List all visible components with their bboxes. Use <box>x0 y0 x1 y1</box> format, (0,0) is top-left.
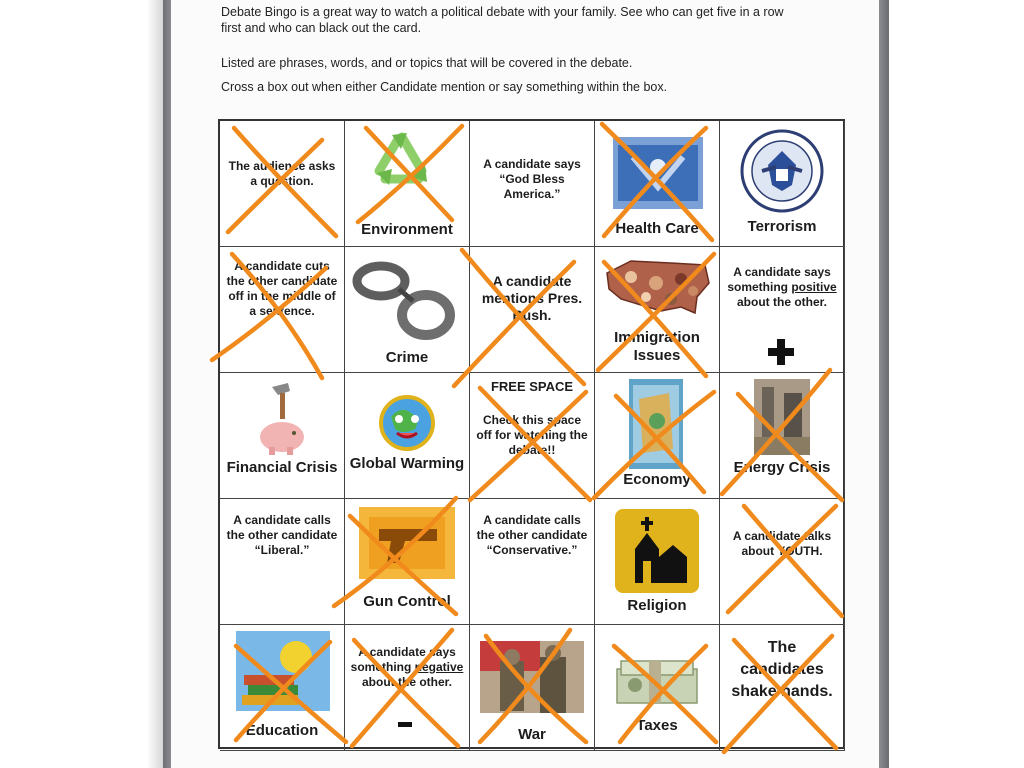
cell-r3c1[interactable] <box>220 373 345 499</box>
gun-control-image <box>359 507 455 579</box>
cell-r2c4[interactable] <box>595 247 720 373</box>
cell-r3c2[interactable] <box>345 373 470 499</box>
cell-label: Environment <box>361 221 453 238</box>
cell-text-part: A candidate says something <box>727 265 831 294</box>
cell-r2c5[interactable] <box>720 247 845 373</box>
cell-label: Health Care <box>615 220 699 237</box>
cell-r5c4[interactable] <box>595 625 720 751</box>
cell-label: Economy <box>623 471 691 488</box>
cell-label: Global Warming <box>349 455 465 472</box>
intro-line-3: Cross a box out when either Candidate mention or say something within the box. <box>221 80 668 94</box>
bingo-card <box>218 119 845 749</box>
emphasis-word: negative <box>414 660 464 674</box>
left-frame-edge <box>163 0 171 768</box>
cell-r3c5[interactable] <box>720 373 845 499</box>
economy-image <box>629 379 683 469</box>
cell-text: A candidate calls the other candidate “Conservative.” <box>476 513 588 557</box>
right-frame-edge <box>879 0 889 768</box>
cell-r1c2[interactable] <box>345 121 470 247</box>
cell-r4c3[interactable] <box>470 499 595 625</box>
cell-text: Check this space off for watching the debate!! <box>476 413 588 457</box>
cell-r5c5[interactable] <box>720 625 845 751</box>
cell-text: A candidate mentions Pres. Bush. <box>481 273 583 323</box>
cell-r2c3[interactable] <box>470 247 595 373</box>
cell-text: The candidates shake hands. <box>731 639 833 700</box>
cell-text <box>349 645 465 690</box>
global-warming-earth-icon <box>375 389 439 453</box>
cell-r3c4[interactable] <box>595 373 720 499</box>
cell-text: A candidate says “God Bless America.” <box>483 157 581 201</box>
recycle-icon <box>367 127 437 197</box>
cell-text: The audience asks a question. <box>228 159 336 188</box>
cell-r5c1[interactable] <box>220 625 345 751</box>
plus-icon <box>766 339 796 365</box>
cell-r4c2[interactable] <box>345 499 470 625</box>
cell-r5c2[interactable] <box>345 625 470 751</box>
left-margin <box>0 0 163 768</box>
health-care-image <box>613 137 703 209</box>
cell-r1c5[interactable] <box>720 121 845 247</box>
energy-crisis-image <box>754 379 810 455</box>
free-space-label: FREE SPACE <box>490 379 574 394</box>
war-photo <box>480 641 584 713</box>
cell-text-part: A candidate says something <box>350 645 456 674</box>
cell-text: A candidate talks about YOUTH. <box>732 529 832 558</box>
cell-label: Energy Crisis <box>733 459 831 476</box>
cell-r4c4[interactable] <box>595 499 720 625</box>
cell-label: War <box>518 726 546 743</box>
church-icon <box>615 509 699 593</box>
homeland-security-seal-icon <box>740 129 824 213</box>
cell-r5c3[interactable] <box>470 625 595 751</box>
cell-r1c3[interactable] <box>470 121 595 247</box>
cell-text-part: about the other. <box>362 675 452 689</box>
minus-icon <box>398 722 412 727</box>
cell-r3c3[interactable] <box>470 373 595 499</box>
cell-label: Financial Crisis <box>226 459 338 476</box>
intro-paragraph <box>221 4 861 36</box>
cell-label: Education <box>245 722 319 739</box>
money-stack-image <box>615 639 699 711</box>
cell-text: A candidate cuts the other candidate off in the middle of a sentence. <box>226 259 338 318</box>
cell-text <box>724 265 840 310</box>
handcuffs-image <box>351 253 463 343</box>
cell-r4c5[interactable] <box>720 499 845 625</box>
cell-r4c1[interactable] <box>220 499 345 625</box>
cell-r1c4[interactable] <box>595 121 720 247</box>
cell-label: Gun Control <box>363 593 451 610</box>
cell-r2c2[interactable] <box>345 247 470 373</box>
cell-r1c1[interactable] <box>220 121 345 247</box>
piggy-bank-hammer-icon <box>254 381 310 457</box>
intro-line-2: Listed are phrases, words, and or topics that will be covered in the debate. <box>221 56 633 70</box>
emphasis-word: positive <box>791 280 837 294</box>
cell-label: Religion <box>627 597 687 614</box>
usa-map-photo-collage <box>601 253 713 321</box>
cell-r2c1[interactable] <box>220 247 345 373</box>
education-image <box>236 631 330 711</box>
intro-line-1: Debate Bingo is a great way to watch a political debate with your family. See who can get five in a row <box>221 5 784 19</box>
cell-label: Immigration Issues <box>614 329 700 364</box>
cell-label: Crime <box>385 349 429 366</box>
cell-text: A candidate calls the other candidate “Liberal.” <box>226 513 338 557</box>
cell-label: Terrorism <box>747 218 817 235</box>
intro-line-1b: first and who can black out the card. <box>221 21 422 35</box>
cell-label: Taxes <box>636 717 678 734</box>
cell-text-part: about the other. <box>737 295 827 309</box>
